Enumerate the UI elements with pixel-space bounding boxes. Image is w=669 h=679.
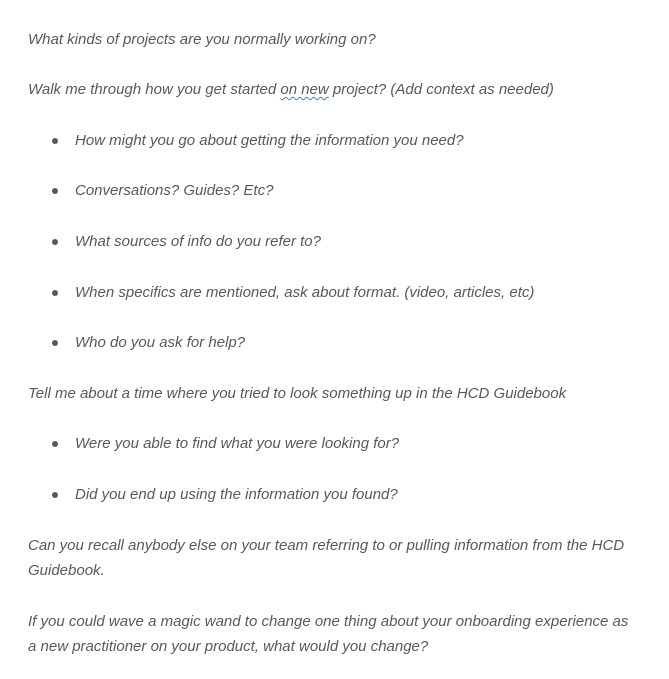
question-hcd-guidebook: Tell me about a time where you tried to look something up in the HCD Guidebook [28, 385, 567, 402]
list-item-text: Were you able to find what you were looking for? [75, 435, 400, 452]
list-item-text: When specifics are mentioned, ask about format. (video, articles, etc) [75, 284, 535, 301]
bullet-icon [52, 188, 58, 194]
bullet-icon [52, 239, 58, 245]
bullet-icon [52, 441, 58, 447]
list-item-text: What sources of info do you refer to? [75, 233, 321, 250]
question-getting-started [28, 81, 554, 98]
question-team-usage: Can you recall anybody else on your team referring to or pulling information from the HCD Guidebook. [28, 537, 625, 579]
question-projects: What kinds of projects are you normally working on? [28, 31, 376, 48]
list-item-text: How might you go about getting the information you need? [75, 132, 464, 149]
question-text: project? (Add context as needed) [328, 81, 554, 98]
bullet-icon [52, 340, 58, 346]
list-item-text: Did you end up using the information you found? [75, 486, 398, 503]
question-magic-wand: If you could wave a magic wand to change one thing about your onboarding experience as a new practitioner on your product, what would you change? [28, 613, 629, 655]
question-text: Walk me through how you get started [28, 81, 281, 98]
bullet-icon [52, 138, 58, 144]
bullet-icon [52, 492, 58, 498]
bullet-icon [52, 290, 58, 296]
list-item-text: Conversations? Guides? Etc? [75, 182, 274, 199]
list-item-text: Who do you ask for help? [75, 334, 246, 351]
spellcheck-flagged-text[interactable]: on new [280, 81, 329, 98]
